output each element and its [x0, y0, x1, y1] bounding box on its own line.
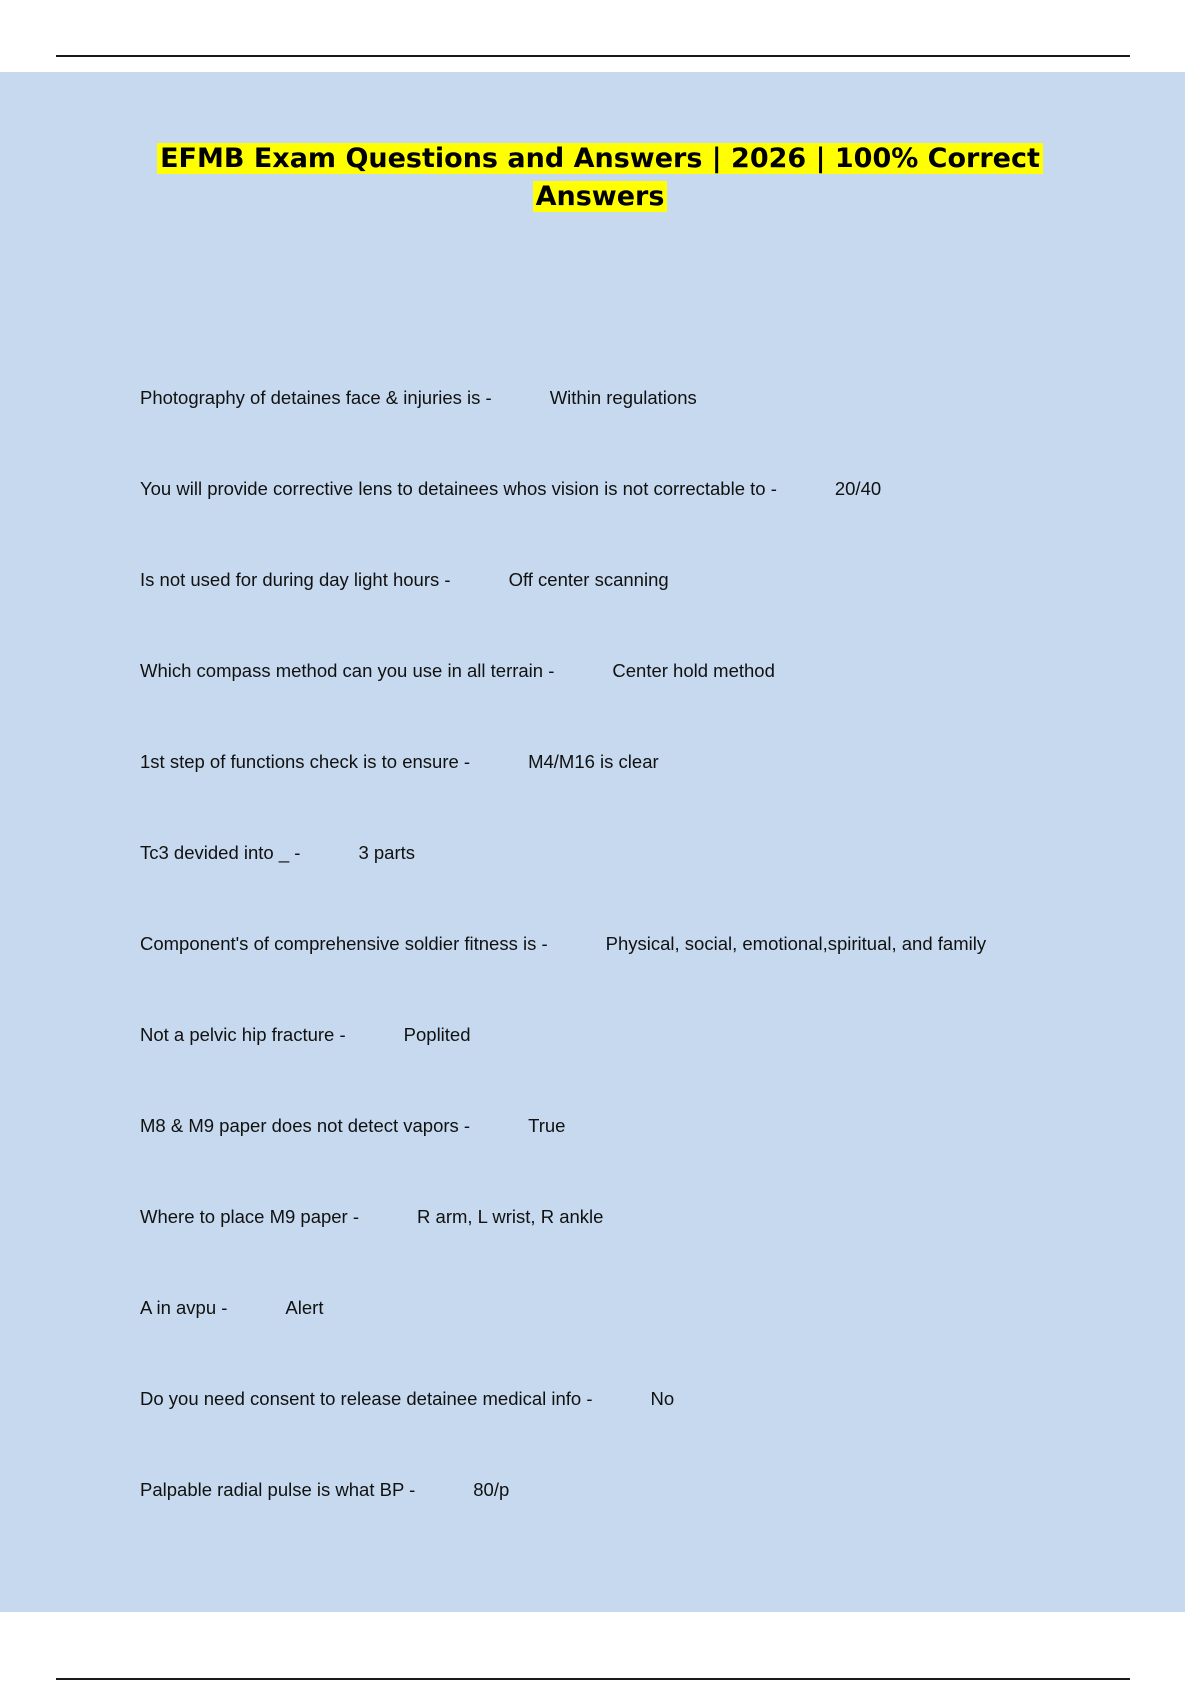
- answer-text: R arm, L wrist, R ankle: [417, 1206, 604, 1227]
- question-text: You will provide corrective lens to detainees whos vision is not correctable to -: [140, 478, 777, 499]
- answer-text: Within regulations: [549, 387, 697, 408]
- answer-text: Center hold method: [612, 660, 775, 681]
- answer-text: Poplited: [403, 1024, 471, 1045]
- qa-item: [140, 1205, 603, 1229]
- answer-text: 20/40: [834, 478, 882, 499]
- question-text: Component's of comprehensive soldier fitness is -: [140, 933, 548, 954]
- header-rule: [56, 55, 1130, 57]
- answer-text: Off center scanning: [508, 569, 669, 590]
- qa-item: [140, 1296, 323, 1320]
- title-line-2: Answers: [533, 181, 668, 212]
- question-text: Where to place M9 paper -: [140, 1206, 360, 1227]
- answer-text: 3 parts: [358, 842, 415, 863]
- question-text: A in avpu -: [140, 1297, 228, 1318]
- answer-text: Alert: [285, 1297, 324, 1318]
- qa-item: [140, 750, 659, 774]
- answer-text: No: [650, 1388, 675, 1409]
- question-text: Photography of detaines face & injuries is -: [140, 387, 492, 408]
- question-text: 1st step of functions check is to ensure -: [140, 751, 471, 772]
- question-text: M8 & M9 paper does not detect vapors -: [140, 1115, 471, 1136]
- footer-rule: [56, 1678, 1130, 1680]
- question-text: Which compass method can you use in all terrain -: [140, 660, 555, 681]
- qa-item: [140, 841, 415, 865]
- question-text: Not a pelvic hip fracture -: [140, 1024, 346, 1045]
- qa-item: [140, 1023, 471, 1047]
- question-text: Tc3 devided into _ -: [140, 842, 301, 863]
- qa-item: [140, 659, 775, 683]
- qa-item: [140, 1387, 674, 1411]
- question-text: Palpable radial pulse is what BP -: [140, 1479, 416, 1500]
- answer-text: Physical, social, emotional,spiritual, and family: [605, 933, 987, 954]
- qa-item: [140, 932, 986, 956]
- qa-item: [140, 477, 881, 501]
- qa-item: [140, 1114, 565, 1138]
- document-title: [0, 140, 1200, 216]
- qa-item: [140, 386, 697, 410]
- title-line-1: EFMB Exam Questions and Answers | 2026 | 100% Correct: [157, 143, 1043, 174]
- question-text: Do you need consent to release detainee medical info -: [140, 1388, 593, 1409]
- qa-item: [140, 568, 669, 592]
- answer-text: 80/p: [473, 1479, 510, 1500]
- answer-text: M4/M16 is clear: [528, 751, 659, 772]
- answer-text: True: [528, 1115, 566, 1136]
- qa-item: [140, 1478, 509, 1502]
- question-text: Is not used for during day light hours -: [140, 569, 451, 590]
